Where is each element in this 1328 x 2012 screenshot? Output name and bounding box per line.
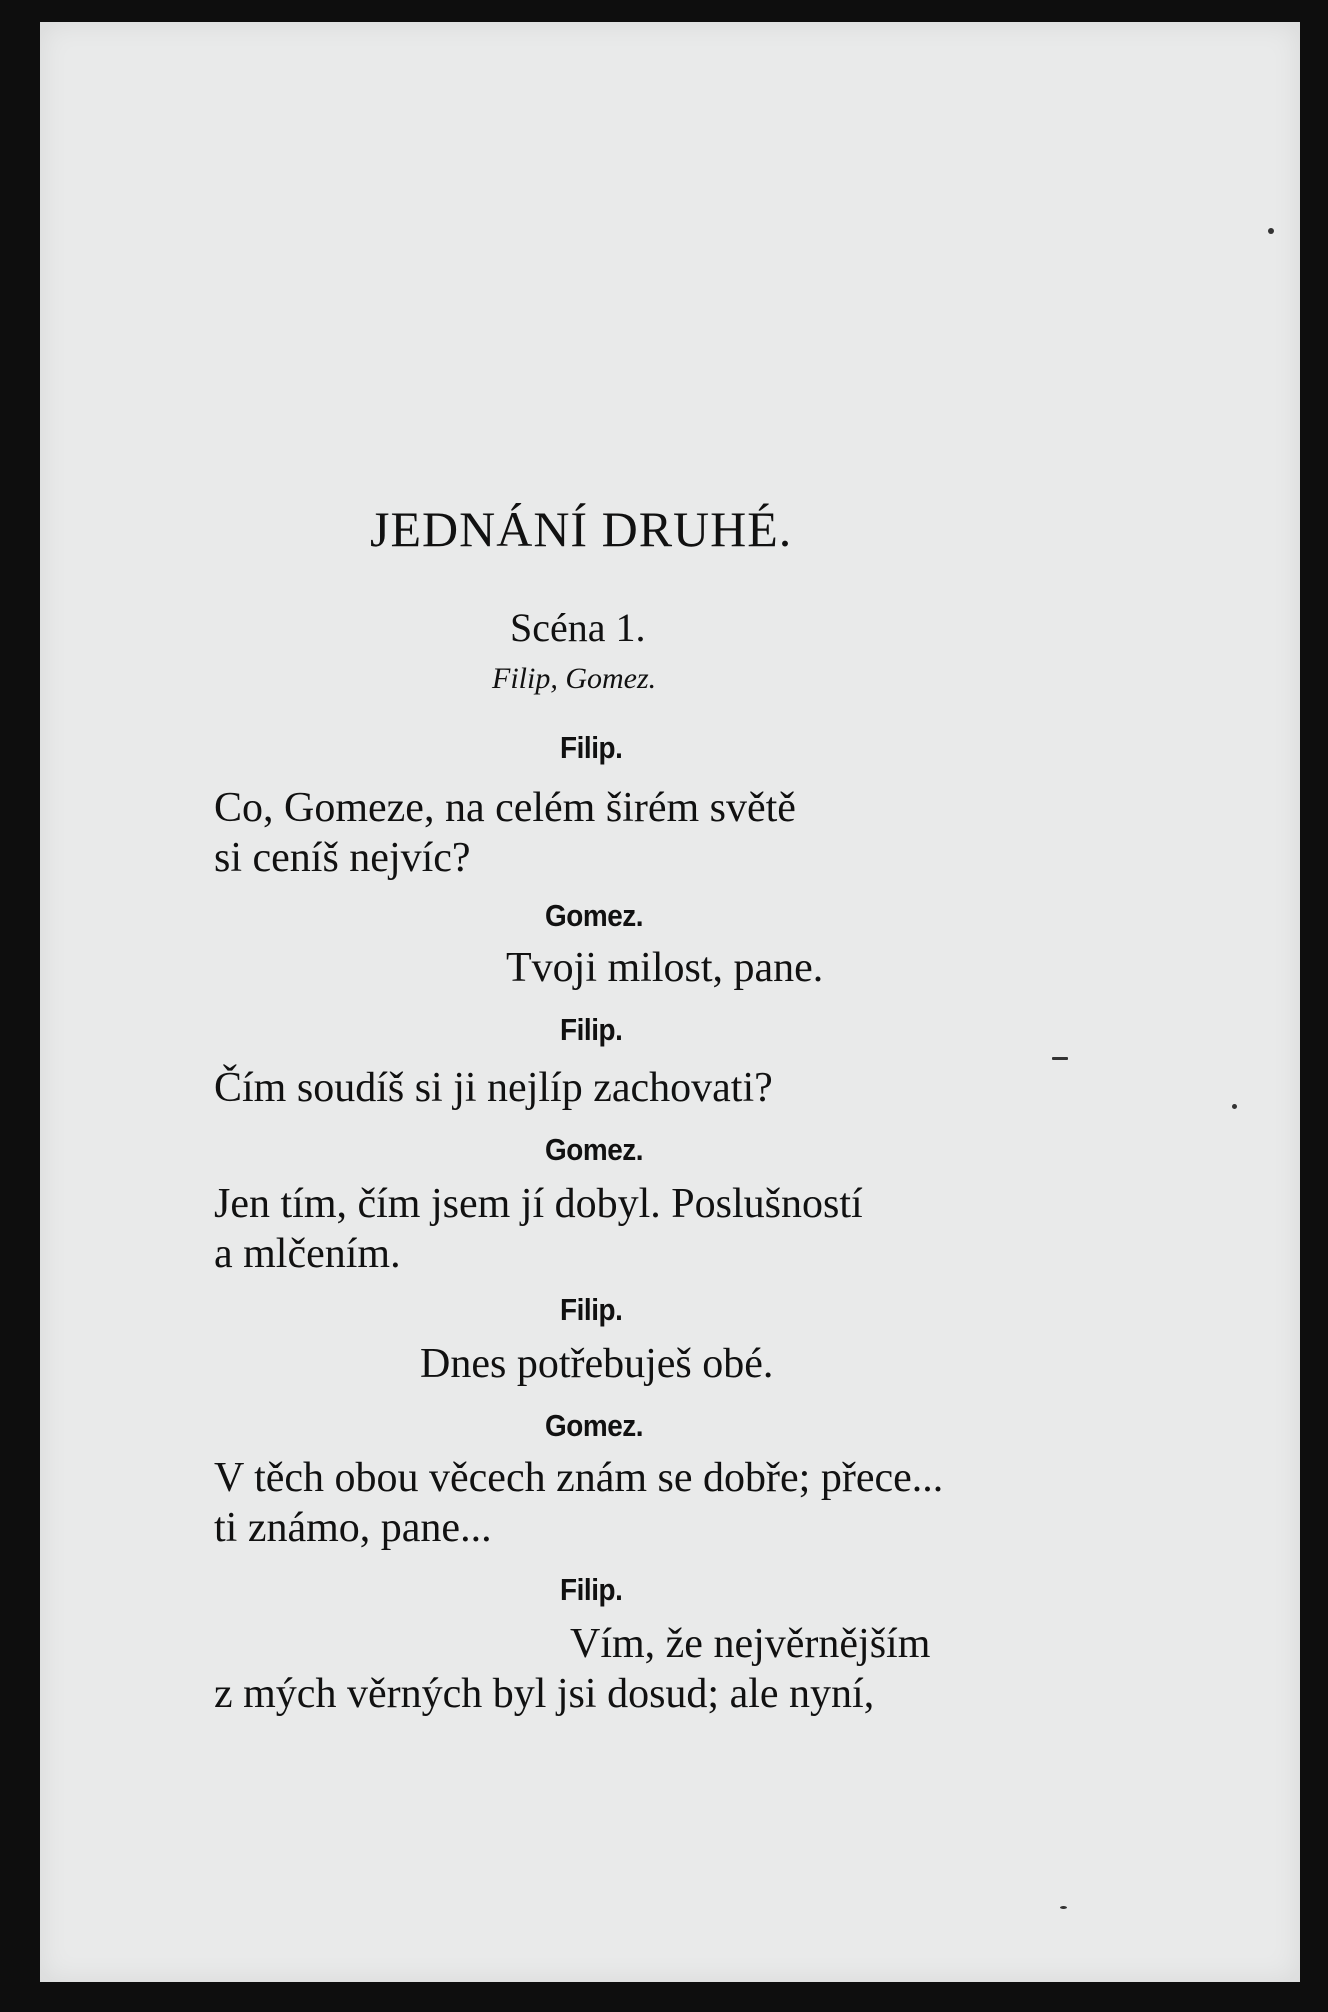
speaker-label: Filip. — [560, 1292, 623, 1327]
speaker-label: Gomez. — [545, 1408, 644, 1443]
speaker-label: Filip. — [560, 1572, 623, 1607]
character-list: Filip, Gomez. — [492, 662, 657, 695]
dialogue-line: a mlčením. — [214, 1231, 401, 1277]
dialogue-line: Tvoji milost, pane. — [506, 945, 824, 991]
dialogue-line: si ceníš nejvíc? — [214, 835, 471, 881]
dialogue-line: ti známo, pane... — [214, 1505, 492, 1551]
scene-title: Scéna 1. — [510, 605, 646, 650]
dialogue-line: Čím soudíš si ji nejlíp zachovati? — [214, 1065, 773, 1111]
speaker-label: Gomez. — [545, 1132, 644, 1167]
page-speck — [1268, 228, 1274, 234]
speaker-label: Filip. — [560, 1012, 623, 1047]
page-speck — [1060, 1906, 1067, 1909]
dialogue-line: V těch obou věcech znám se dobře; přece... — [214, 1455, 944, 1501]
dialogue-line: Dnes potřebuješ obé. — [420, 1341, 774, 1387]
page-speck — [1052, 1057, 1068, 1060]
dialogue-line: Co, Gomeze, na celém širém světě — [214, 785, 796, 831]
act-title: JEDNÁNÍ DRUHÉ. — [370, 501, 793, 557]
speaker-label: Filip. — [560, 730, 623, 765]
speaker-label: Gomez. — [545, 898, 644, 933]
dialogue-line: Vím, že nejvěrnějším — [570, 1621, 931, 1667]
dialogue-line: Jen tím, čím jsem jí dobyl. Poslušností — [214, 1181, 863, 1227]
dialogue-line: z mých věrných byl jsi dosud; ale nyní, — [214, 1671, 875, 1717]
page-speck — [1232, 1104, 1237, 1109]
book-page — [40, 22, 1300, 1982]
